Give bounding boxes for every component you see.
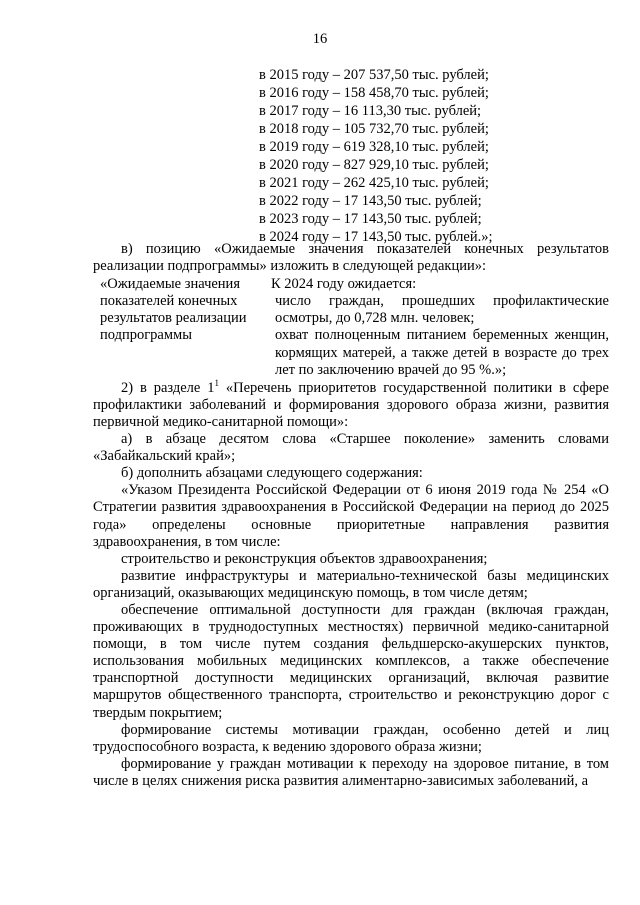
amount-line: в 2018 году – 105 732,70 тыс. рублей; bbox=[259, 121, 489, 137]
paragraph-b: б) дополнить абзацами следующего содержания: bbox=[121, 465, 423, 482]
amount-line: в 2024 году – 17 143,50 тыс. рублей.»; bbox=[259, 229, 493, 245]
paragraph-2-start: 2) в разделе 1 bbox=[121, 379, 215, 396]
table-left-cell: «Ожидаемые значения показателей конечных результатов реализации подпрограммы bbox=[100, 276, 247, 344]
table-right-line: охват полноценным питанием беременных женщин, кормящих матерей, а также детей в возрасте до трех лет по заключению врачей до 95 %.»; bbox=[275, 327, 609, 378]
paragraph-infrastructure: развитие инфраструктуры и материально-технической базы медицинских организаций, оказывающих медицинскую помощь, в том числе детям; bbox=[93, 567, 609, 601]
paragraph-v: в) позицию «Ожидаемые значения показателей конечных результатов реализации подпрограммы» изложить в следующей редакции»: bbox=[93, 241, 609, 275]
amount-line: в 2017 году – 16 113,30 тыс. рублей; bbox=[259, 103, 482, 119]
table-right-line: число граждан, прошедших профилактические осмотры, до 0,728 млн. человек; bbox=[275, 293, 609, 327]
amount-line: в 2023 году – 17 143,50 тыс. рублей; bbox=[259, 211, 482, 227]
amount-line: в 2022 году – 17 143,50 тыс. рублей; bbox=[259, 193, 482, 209]
paragraph-2-end: «Перечень приоритетов государственной политики в сфере профилактики заболеваний и формирования здорового образа жизни, развития первичной медико-санитарной помощи»: bbox=[93, 379, 609, 430]
amount-line: в 2021 году – 262 425,10 тыс. рублей; bbox=[259, 175, 489, 191]
paragraph-2 bbox=[93, 377, 609, 431]
section-superscript: 1 bbox=[214, 377, 219, 388]
paragraph-nutrition: формирование у граждан мотивации к переходу на здоровое питание, в том числе в целях снижения риска развития алиментарно-зависимых заболеваний, а bbox=[93, 755, 609, 789]
amount-line: в 2020 году – 827 929,10 тыс. рублей; bbox=[259, 157, 489, 173]
paragraph-a: а) в абзаце десятом слова «Старшее поколение» заменить словами «Забайкальский край»; bbox=[93, 431, 609, 465]
amount-line: в 2015 году – 207 537,50 тыс. рублей; bbox=[259, 67, 489, 83]
paragraph-motivation: формирование системы мотивации граждан, особенно детей и лиц трудоспособного возраста, к ведению здорового образа жизни; bbox=[93, 721, 609, 755]
document-body bbox=[93, 241, 609, 790]
expected-results-table bbox=[93, 276, 609, 379]
table-right-line: К 2024 году ожидается: bbox=[271, 276, 417, 293]
paragraph-decree: «Указом Президента Российской Федерации от 6 июня 2019 года № 254 «О Стратегии развития здравоохранения в Российской Федерации на период до 2025 года» определены основные приоритетные направления развития здравоохранения, в том числе: bbox=[93, 482, 609, 550]
table-right-cell bbox=[267, 276, 609, 379]
paragraph-access: обеспечение оптимальной доступности для граждан (включая граждан, проживающих в труднодоступных местностях) первичной медико-санитарной помощи, в том числе путем создания фельдшерско-акушерских пунктов, использования мобильных медицинских комплексов, а также обеспечение транспортной доступности медицинских организаций, включая развитие маршрутов общественного транспорта, строительство и реконструкцию дорог с твердым покрытием; bbox=[93, 601, 609, 721]
funding-amounts-list bbox=[259, 66, 493, 246]
page-number: 16 bbox=[312, 31, 328, 47]
paragraph-construction: строительство и реконструкция объектов здравоохранения; bbox=[121, 550, 488, 567]
amount-line: в 2019 году – 619 328,10 тыс. рублей; bbox=[259, 139, 489, 155]
amount-line: в 2016 году – 158 458,70 тыс. рублей; bbox=[259, 85, 489, 101]
